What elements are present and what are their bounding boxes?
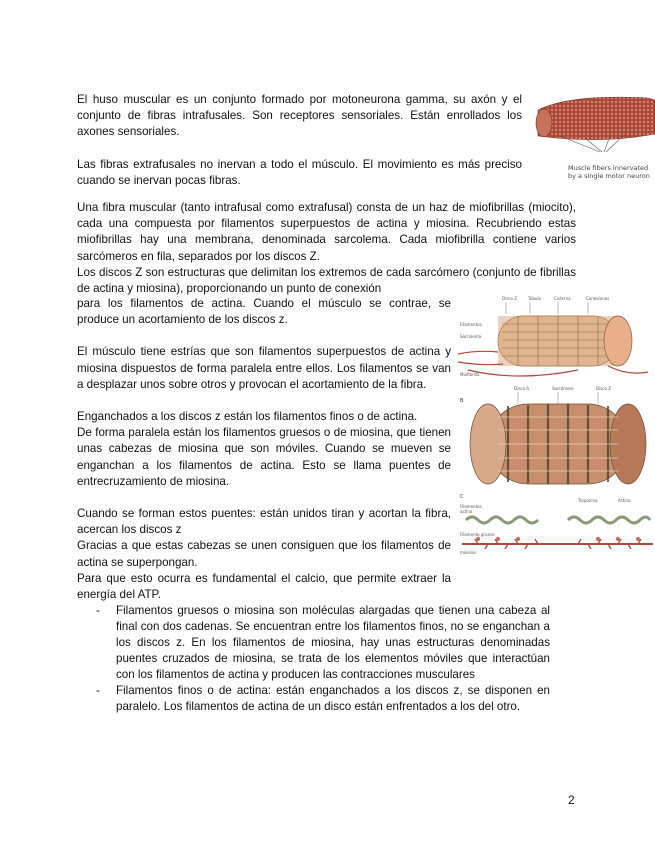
filament-list <box>96 603 550 715</box>
svg-text:Disco Z: Disco Z <box>502 296 517 301</box>
figure-caption-line2: by a single motor neuron <box>568 172 650 180</box>
list-item-thin-filaments: - Filamentos finos o de actina: están enganchados a los discos z, se disponen en paralelo. Los filamentos de actina de un disco están enfrentados a los del otro. <box>96 683 550 715</box>
panel-c-label: C <box>460 494 464 500</box>
svg-text:Túbulo: Túbulo <box>528 296 542 301</box>
svg-text:Troponina: Troponina <box>578 498 598 503</box>
panel-b-myofibril <box>460 386 646 484</box>
svg-text:Disco A: Disco A <box>514 386 529 391</box>
paragraph-overlap: Gracias a que estas cabezas se unen consiguen que los filamentos de actina se superpongan. <box>77 539 451 569</box>
svg-text:Filamento grueso: Filamento grueso <box>460 532 495 537</box>
paragraph-text: para los filamentos de actina. Cuando el músculo se contrae, se produce un acortamiento de los discos z. <box>77 297 451 327</box>
paragraph-actin: Enganchados a los discos z están los filamentos finos o de actina. <box>77 410 418 424</box>
paragraph-muscle-spindle <box>77 92 522 189</box>
svg-text:actina: actina <box>460 509 473 514</box>
list-item-thick-filaments: - Filamentos gruesos o miosina son moléculas alargadas que tienen una cabeza al final con dos cadenas. Se encuentran entre los filamentos finos, no se enganchan a los discos z. En los filamentos de miosina, hay unas estructuras denominadas puentes cruzados de miosina, se trata de los elementos móviles que interactúan con los filamentos de actina y producen las contracciones musculares <box>96 603 550 683</box>
paragraph-contraction <box>77 296 451 603</box>
paragraph-text: Una fibra muscular (tanto intrafusal como extrafusal) consta de un haz de miofibrillas (miocito), cada una compuesta por filamentos superpuestos de actina y miosina. Recubriendo estas miofibrillas hay una membrana, denominada sarcolema. Cada miofibrilla contiene varios sarcómeros en fila, separados por los discos Z. <box>77 201 576 263</box>
svg-text:Actina: Actina <box>618 498 631 503</box>
svg-text:Filamentos: Filamentos <box>460 322 482 327</box>
svg-text:Disco Z: Disco Z <box>596 386 611 391</box>
paragraph-calcium: Para que esto ocurra es fundamental el calcio, que permite extraer la energía del ATP. <box>77 571 451 602</box>
svg-text:Conexiones: Conexiones <box>586 296 610 301</box>
paragraph-muscle-fiber <box>77 200 576 297</box>
paragraph-text: El huso muscular es un conjunto formado por motoneurona gamma, su axón y el conjunto de fibras intrafusales. Son receptores sensoriales. Están enrollados los axones sensoriales. <box>77 93 522 139</box>
figure-caption-line1: Muscle fibers innervated <box>568 164 649 172</box>
svg-text:Sarcómero: Sarcómero <box>552 386 574 391</box>
paragraph-z-discs: Los discos Z son estructuras que delimitan los extremos de cada sarcómero (conjunto de fibrillas de actina y miosina), proporcionando un punto de conexión <box>77 265 576 296</box>
paragraph-striations: El músculo tiene estrías que son filamentos superpuestos de actina y miosina dispuestos de forma paralela entre ellos. Los filamentos se van a desplazar unos sobre otros y provocan el acortamiento de la fibra. <box>77 345 451 391</box>
panel-c-filaments <box>460 494 653 555</box>
figure-motor-unit <box>530 92 655 187</box>
figure-sarcomere-structure <box>458 292 655 562</box>
svg-text:Filamentos: Filamentos <box>460 504 482 509</box>
svg-text:miosina: miosina <box>460 550 476 555</box>
page-number: 2 <box>568 793 575 807</box>
panel-b-label: B <box>460 398 464 404</box>
svg-text:Cisterna: Cisterna <box>554 296 571 301</box>
paragraph-extrafusal: Las fibras extrafusales no inervan a todo el músculo. El movimiento es más preciso cuando se inervan pocas fibras. <box>77 157 522 187</box>
paragraph-bridges: Cuando se forman estos puentes: están unidos tiran y acortan la fibra, acercan los discos z <box>77 507 451 537</box>
panel-a-fiber <box>458 296 648 377</box>
svg-text:Miofibrilla: Miofibrilla <box>460 372 480 377</box>
paragraph-myosin: De forma paralela están los filamentos gruesos o de miosina, que tienen unas cabezas de miosina que son móviles. Cuando se mueven se enganchan a los filamentos de actina. Esto se llama puentes de entrecruzamiento de miosina. <box>77 426 451 488</box>
svg-text:Sarcolema: Sarcolema <box>460 334 482 339</box>
